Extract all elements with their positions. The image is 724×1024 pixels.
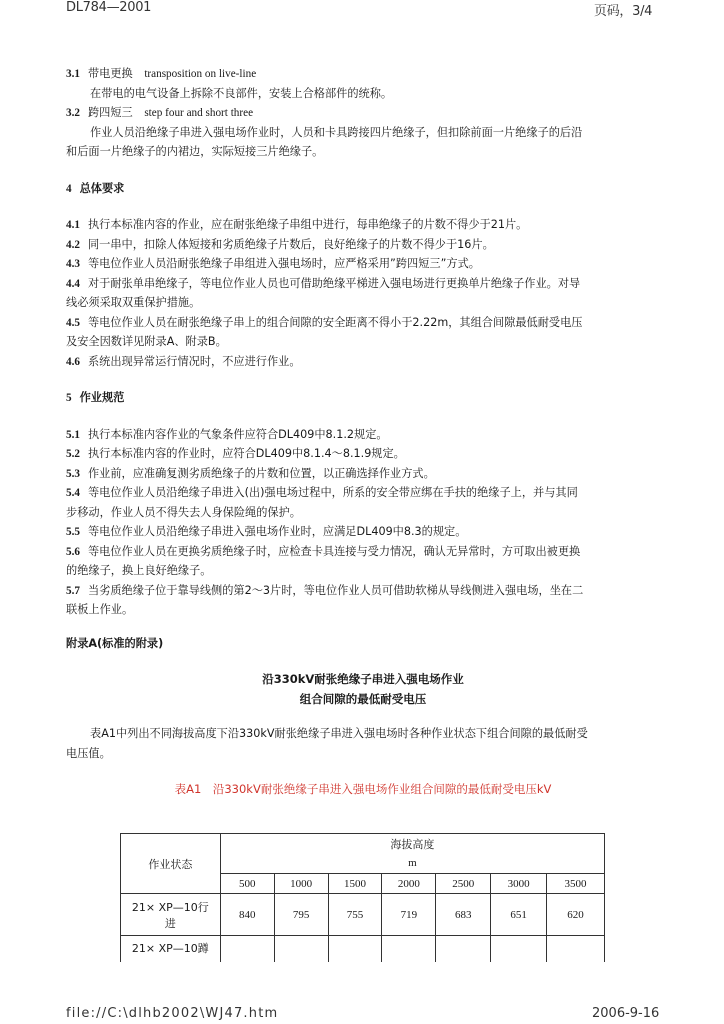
clause-text: 对于耐张单串绝缘子，等电位作业人员也可借助绝缘平梯进入强电场进行更换单片绝缘子作业。对导 [87, 276, 581, 290]
header-page-number: 页码，3/4 [594, 4, 653, 19]
clause-text: 当劣质绝缘子位于靠导线侧的第2～3片时，等电位作业人员可借助软梯从导线侧进入强电场，坐在二 [87, 583, 584, 597]
voltage-cell [382, 936, 436, 962]
voltage-cell [547, 936, 605, 962]
clause-5-3 [66, 464, 660, 484]
term-title: 跨四短三 [87, 106, 133, 119]
appendix-title-line-1: 沿330kV耐张绝缘子串进入强电场作业 [262, 672, 464, 686]
clause-5-2 [66, 444, 660, 464]
header-unit: m [220, 854, 604, 874]
work-state-line-1: 21× XP—10行 [131, 900, 209, 914]
section-5-heading [66, 388, 660, 408]
term-definition: 在带电的电气设备上拆除不良部件，安装上合格部件的统称。 [90, 86, 393, 100]
header-altitude: 海拔高度 [220, 834, 604, 854]
clause-number: 5.3 [66, 467, 80, 480]
clause-4-1 [66, 215, 660, 235]
voltage-cell: 683 [436, 894, 491, 936]
clause-text: 等电位作业人员在耐张绝缘子串上的组合间隙的安全距离不得小于2.22m，其组合间隙最低耐受电压 [87, 315, 583, 329]
clause-4-3 [66, 254, 660, 274]
clause-5-4 [66, 483, 660, 503]
clause-text: 作业前，应准确复测劣质绝缘子的片数和位置，以正确选择作业方式。 [87, 466, 435, 480]
term-definition: 作业人员沿绝缘子串进入强电场作业时，人员和卡具跨接四片绝缘子，但扣除前面一片绝缘子的后沿 [90, 125, 583, 139]
clause-4-5 [66, 313, 660, 333]
voltage-cell [491, 936, 547, 962]
clause-number: 5.4 [66, 487, 80, 499]
clause-text: 执行本标准内容作业的气象条件应符合DL409中8.1.2规定。 [87, 427, 388, 441]
clause-text: 等电位作业人员沿耐张绝缘子串组进入强电场时，应严格采用”跨四短三”方式。 [87, 257, 480, 270]
clause-number: 4.3 [66, 258, 80, 270]
footer-date: 2006-9-16 [592, 1006, 660, 1021]
appendix-label: 附录A(标准的附录) [66, 636, 164, 650]
altitude-cell: 500 [220, 874, 274, 894]
clause-4-4 [66, 274, 660, 294]
clause-5-1 [66, 425, 660, 445]
clause-number: 4.1 [66, 219, 80, 231]
clause-5-5 [66, 522, 660, 542]
clause-text: 执行本标准内容的作业，应在耐张绝缘子串组中进行，每串绝缘子的片数不得少于21片。 [87, 218, 528, 231]
voltage-cell: 620 [547, 894, 605, 936]
clause-4-5-cont: 及安全因数详见附录A、附录B。 [66, 335, 227, 348]
footer-file-path: file://C:\dlhb2002\WJ47.htm [66, 1006, 279, 1021]
section-4-heading [66, 179, 660, 199]
table-row [121, 936, 605, 962]
withstand-voltage-table [120, 833, 605, 962]
voltage-cell: 719 [382, 894, 436, 936]
clause-5-7-cont: 联板上作业。 [66, 603, 134, 616]
header-work-state: 作业状态 [121, 834, 221, 894]
work-state-cell: 21× XP—10蹲 [121, 936, 221, 962]
altitude-cell: 3000 [491, 874, 547, 894]
appendix-title-line-2: 组合间隙的最低耐受电压 [299, 691, 427, 706]
voltage-cell: 651 [491, 894, 547, 936]
clause-4-4-cont: 线必须采取双重保护措施。 [66, 296, 201, 309]
section-title: 总体要求 [79, 181, 125, 195]
clause-text: 等电位作业人员在更换劣质绝缘子时，应检查卡具连接与受力情况，确认无异常时，方可取出被更换 [87, 544, 581, 558]
clause-text: 系统出现异常运行情况时，不应进行作业。 [87, 354, 301, 368]
clause-number: 3.1 [66, 68, 80, 80]
table-row [121, 894, 605, 936]
voltage-cell [220, 936, 274, 962]
voltage-cell: 755 [328, 894, 382, 936]
clause-5-6-cont: 的绝缘子，换上良好绝缘子。 [66, 564, 212, 577]
clause-text: 同一串中，扣除人体短接和劣质绝缘子片数后，良好绝缘子的片数不得少于16片。 [87, 237, 494, 251]
clause-4-6 [66, 352, 660, 372]
appendix-paragraph-cont: 电压值。 [66, 746, 111, 760]
clause-number: 4.2 [66, 238, 80, 251]
term-english: step four and short three [144, 107, 254, 119]
table-caption: 表A1 沿330kV耐张绝缘子串进入强电场作业组合间隙的最低耐受电压kV [174, 782, 552, 796]
voltage-cell [328, 936, 382, 962]
clause-number: 5.2 [66, 448, 80, 460]
clause-number: 4.5 [66, 316, 80, 329]
clause-number: 4.4 [66, 277, 80, 290]
voltage-cell [436, 936, 491, 962]
altitude-cell: 2000 [382, 874, 436, 894]
voltage-cell: 840 [220, 894, 274, 936]
clause-number: 5.7 [66, 584, 80, 597]
altitude-cell: 1000 [274, 874, 328, 894]
clause-5-4-cont: 步移动，作业人员不得失去人身保险绳的保护。 [66, 505, 301, 519]
work-state-line-2: 进 [164, 916, 176, 930]
section-number: 4 [66, 182, 72, 195]
clause-5-7 [66, 581, 660, 601]
section-title: 作业规范 [79, 391, 125, 404]
clause-number: 3.2 [66, 107, 80, 119]
clause-text: 等电位作业人员沿绝缘子串进入强电场作业时，应满足DL409中8.3的规定。 [87, 525, 467, 538]
section-number: 5 [66, 392, 72, 404]
clause-number: 4.6 [66, 355, 80, 368]
section-3-1 [66, 64, 660, 84]
term-title: 带电更换 [87, 67, 133, 80]
clause-4-2 [66, 235, 660, 255]
clause-text: 等电位作业人员沿绝缘子串进入(出)强电场过程中，所系的安全带应绑在手扶的绝缘子上，并与其同 [87, 486, 578, 499]
clause-text: 执行本标准内容的作业时，应符合DL409中8.1.4～8.1.9规定。 [87, 447, 405, 460]
clause-number: 5.6 [66, 545, 80, 558]
voltage-cell: 795 [274, 894, 328, 936]
term-definition-cont: 和后面一片绝缘子的内裙边，实际短接三片绝缘子。 [66, 145, 324, 158]
appendix-paragraph: 表A1中列出不同海拔高度下沿330kV耐张绝缘子串进入强电场时各种作业状态下组合间隙的最低耐受 [90, 727, 588, 740]
voltage-cell [274, 936, 328, 962]
altitude-cell: 2500 [436, 874, 491, 894]
term-english: transposition on live-line [144, 68, 257, 80]
header-doc-code: DL784—2001 [66, 0, 152, 15]
clause-number: 5.5 [66, 526, 80, 538]
section-3-2 [66, 103, 660, 123]
work-state-cell [121, 894, 221, 936]
altitude-cell: 3500 [547, 874, 605, 894]
clause-number: 5.1 [66, 428, 80, 441]
altitude-cell: 1500 [328, 874, 382, 894]
document-body [66, 64, 660, 800]
clause-5-6 [66, 542, 660, 562]
